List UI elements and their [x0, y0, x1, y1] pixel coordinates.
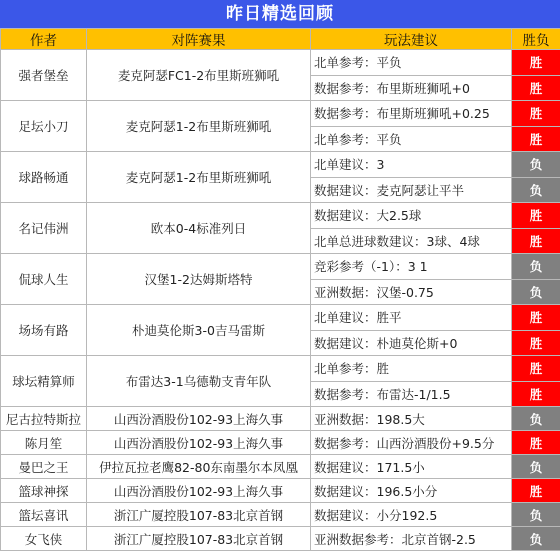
table-body	[1, 50, 560, 551]
header-tip: 玩法建议	[311, 29, 512, 50]
tip-cell: 亚洲数据：汉堡-0.75	[311, 279, 512, 305]
result-win-badge: 胜	[512, 479, 560, 503]
result-win-badge: 胜	[512, 228, 560, 254]
tip-cell: 北单总进球数建议：3球、4球	[311, 228, 512, 254]
table-row	[1, 479, 560, 503]
match-result-cell: 山西汾酒股份102-93上海久事	[87, 479, 311, 503]
tip-cell: 北单建议：3	[311, 152, 512, 178]
tip-cell: 数据建议：小分192.5	[311, 503, 512, 527]
result-lose-badge: 负	[512, 279, 560, 305]
author-cell: 曼巴之王	[1, 455, 87, 479]
tip-cell: 数据建议：196.5小分	[311, 479, 512, 503]
match-result-cell: 伊拉瓦拉老鹰82-80东南墨尔本凤凰	[87, 455, 311, 479]
result-win-badge: 胜	[512, 50, 560, 76]
table-row	[1, 455, 560, 479]
result-lose-badge: 负	[512, 503, 560, 527]
result-win-badge: 胜	[512, 305, 560, 331]
tip-cell: 亚洲数据参考：北京首钢-2.5	[311, 527, 512, 551]
author-cell: 强者堡垒	[1, 50, 87, 101]
table-row	[1, 203, 560, 229]
tip-cell: 数据建议：麦克阿瑟让平半	[311, 177, 512, 203]
result-lose-badge: 负	[512, 527, 560, 551]
table-row	[1, 431, 560, 455]
table-row	[1, 305, 560, 331]
author-cell: 足坛小刀	[1, 101, 87, 152]
result-win-badge: 胜	[512, 203, 560, 229]
tip-cell: 北单参考：胜	[311, 356, 512, 382]
header-author: 作者	[1, 29, 87, 50]
match-result-cell: 浙江广厦控股107-83北京首钢	[87, 503, 311, 527]
tip-cell: 数据建议：大2.5球	[311, 203, 512, 229]
tip-cell: 数据建议：朴迪莫伦斯+0	[311, 330, 512, 356]
match-result-cell: 麦克阿瑟1-2布里斯班狮吼	[87, 152, 311, 203]
result-win-badge: 胜	[512, 381, 560, 407]
result-win-badge: 胜	[512, 356, 560, 382]
tip-cell: 北单建议：胜平	[311, 305, 512, 331]
author-cell: 篮坛喜讯	[1, 503, 87, 527]
header-result: 胜负	[512, 29, 560, 50]
tip-cell: 竞彩参考（-1）：3 1	[311, 254, 512, 280]
tip-cell: 数据参考：山西汾酒股份+9.5分	[311, 431, 512, 455]
table-row	[1, 254, 560, 280]
table-row	[1, 50, 560, 76]
match-result-cell: 山西汾酒股份102-93上海久事	[87, 431, 311, 455]
table-header-row	[1, 29, 560, 50]
table-row	[1, 356, 560, 382]
review-table	[0, 28, 560, 551]
result-lose-badge: 负	[512, 152, 560, 178]
result-win-badge: 胜	[512, 431, 560, 455]
table-row	[1, 527, 560, 551]
tip-cell: 亚洲数据：198.5大	[311, 407, 512, 431]
result-lose-badge: 负	[512, 455, 560, 479]
author-cell: 篮球神探	[1, 479, 87, 503]
match-result-cell: 浙江广厦控股107-83北京首钢	[87, 527, 311, 551]
match-result-cell: 欧本0-4标准列日	[87, 203, 311, 254]
match-result-cell: 朴迪莫伦斯3-0吉马雷斯	[87, 305, 311, 356]
author-cell: 场场有路	[1, 305, 87, 356]
tip-cell: 北单参考：平负	[311, 126, 512, 152]
tip-cell: 数据参考：布雷达-1/1.5	[311, 381, 512, 407]
author-cell: 尼古拉特斯拉	[1, 407, 87, 431]
tip-cell: 北单参考：平负	[311, 50, 512, 76]
author-cell: 侃球人生	[1, 254, 87, 305]
tip-cell: 数据参考：布里斯班狮吼+0	[311, 75, 512, 101]
result-lose-badge: 负	[512, 254, 560, 280]
table-row	[1, 101, 560, 127]
author-cell: 名记伟洲	[1, 203, 87, 254]
page-title: 昨日精选回顾	[0, 0, 560, 28]
result-win-badge: 胜	[512, 101, 560, 127]
result-win-badge: 胜	[512, 75, 560, 101]
author-cell: 陈月笙	[1, 431, 87, 455]
table-row	[1, 503, 560, 527]
match-result-cell: 麦克阿瑟FC1-2布里斯班狮吼	[87, 50, 311, 101]
table-row	[1, 407, 560, 431]
table-row	[1, 152, 560, 178]
match-result-cell: 布雷达3-1乌德勒支青年队	[87, 356, 311, 407]
match-result-cell: 山西汾酒股份102-93上海久事	[87, 407, 311, 431]
match-result-cell: 麦克阿瑟1-2布里斯班狮吼	[87, 101, 311, 152]
result-win-badge: 胜	[512, 330, 560, 356]
match-result-cell: 汉堡1-2达姆斯塔特	[87, 254, 311, 305]
author-cell: 女飞侠	[1, 527, 87, 551]
result-lose-badge: 负	[512, 407, 560, 431]
result-lose-badge: 负	[512, 177, 560, 203]
header-match: 对阵赛果	[87, 29, 311, 50]
author-cell: 球路畅通	[1, 152, 87, 203]
tip-cell: 数据建议：171.5小	[311, 455, 512, 479]
author-cell: 球坛精算师	[1, 356, 87, 407]
tip-cell: 数据参考：布里斯班狮吼+0.25	[311, 101, 512, 127]
result-win-badge: 胜	[512, 126, 560, 152]
